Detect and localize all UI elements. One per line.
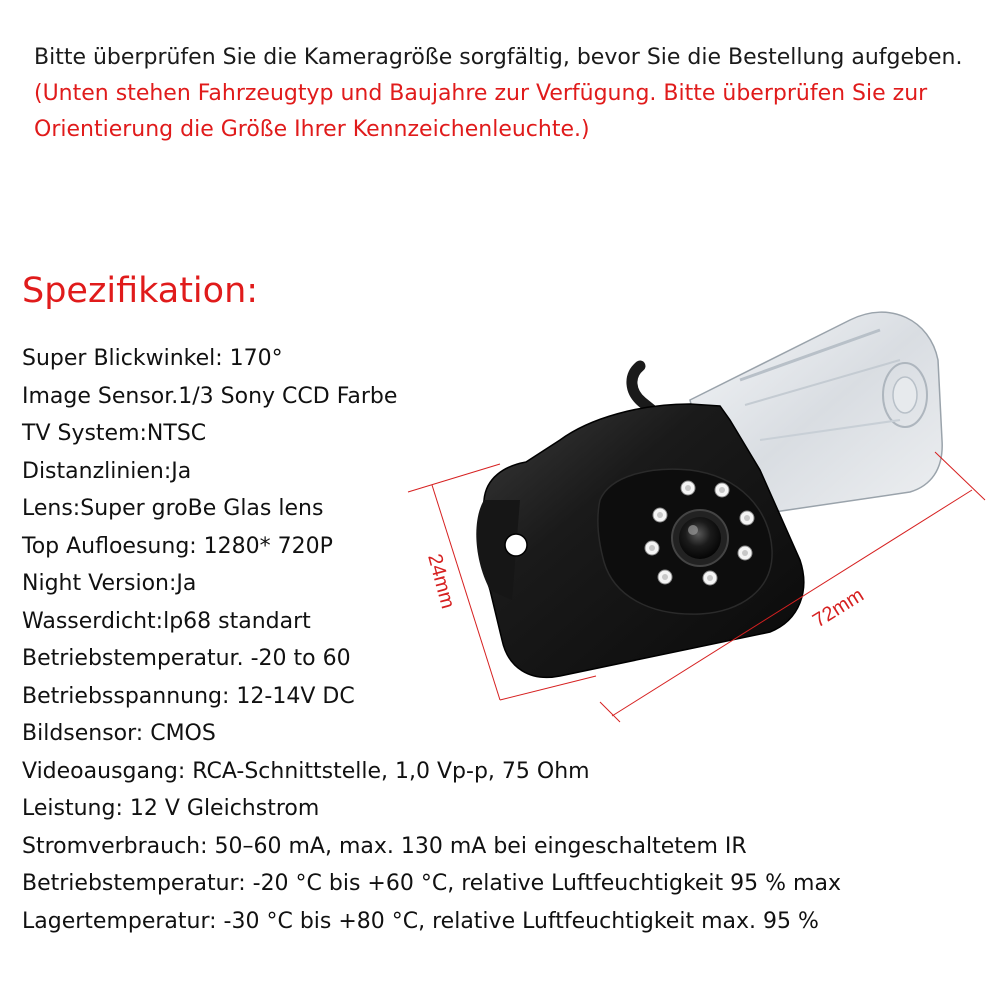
spec-item-image-sensor: Image Sensor.1/3 Sony CCD Farbe	[22, 383, 398, 409]
ir-led	[645, 541, 659, 555]
ir-led	[703, 571, 717, 585]
spec-item-tv-system: TV System:NTSC	[22, 421, 207, 446]
intro-notice: Bitte überprüfen Sie die Kameragröße sorgfältig, bevor Sie die Bestellung aufgeben.	[34, 45, 963, 70]
camera-lens	[672, 510, 728, 566]
spec-item-power: Leistung: 12 V Gleichstrom	[22, 796, 320, 821]
spec-item-resolution: Top Aufloesung: 1280* 720P	[22, 533, 333, 559]
spec-item-distance-lines: Distanzlinien:Ja	[22, 458, 192, 484]
spec-item-operating-temp: Betriebstemperatur: -20 °C bis +60 °C, relative Luftfeuchtigkeit 95 % max	[22, 871, 841, 896]
spec-item-night-version: Night Version:Ja	[22, 571, 197, 596]
mount-hole	[505, 534, 527, 556]
spec-item-current: Stromverbrauch: 50–60 mA, max. 130 mA bei eingeschaltetem IR	[22, 833, 747, 859]
spec-item-operating-temp-short: Betriebstemperatur. -20 to 60	[22, 646, 351, 671]
ir-led	[658, 570, 672, 584]
spec-item-viewing-angle: Super Blickwinkel: 170°	[22, 346, 283, 371]
length-label: 72mm	[808, 584, 868, 633]
spec-item-bildsensor: Bildsensor: CMOS	[22, 721, 216, 746]
spec-item-storage-temp: Lagertemperatur: -30 °C bis +80 °C, relative Luftfeuchtigkeit max. 95 %	[22, 908, 819, 934]
cable	[632, 366, 652, 410]
camera-illustration	[400, 310, 990, 750]
ir-led	[740, 511, 754, 525]
spec-item-voltage: Betriebsspannung: 12-14V DC	[22, 683, 355, 709]
spec-item-video-output: Videoausgang: RCA-Schnittstelle, 1,0 Vp-p, 75 Ohm	[22, 758, 590, 784]
ir-led	[653, 508, 667, 522]
ir-led	[715, 483, 729, 497]
ir-led	[738, 546, 752, 560]
intro-vehicle-note: (Unten stehen Fahrzeugtyp und Baujahre zur Verfügung. Bitte überprüfen Sie zur Orientierung die Größe Ihrer Kennzeichenleuchte.)	[34, 81, 928, 142]
intro-block	[34, 40, 974, 148]
spec-item-lens: Lens:Super groBe Glas lens	[22, 496, 324, 521]
spec-item-waterproof: Wasserdicht:lp68 standart	[22, 608, 311, 634]
height-label: 24mm	[423, 551, 459, 611]
ir-led	[681, 481, 695, 495]
spec-heading: Spezifikation:	[22, 271, 259, 311]
